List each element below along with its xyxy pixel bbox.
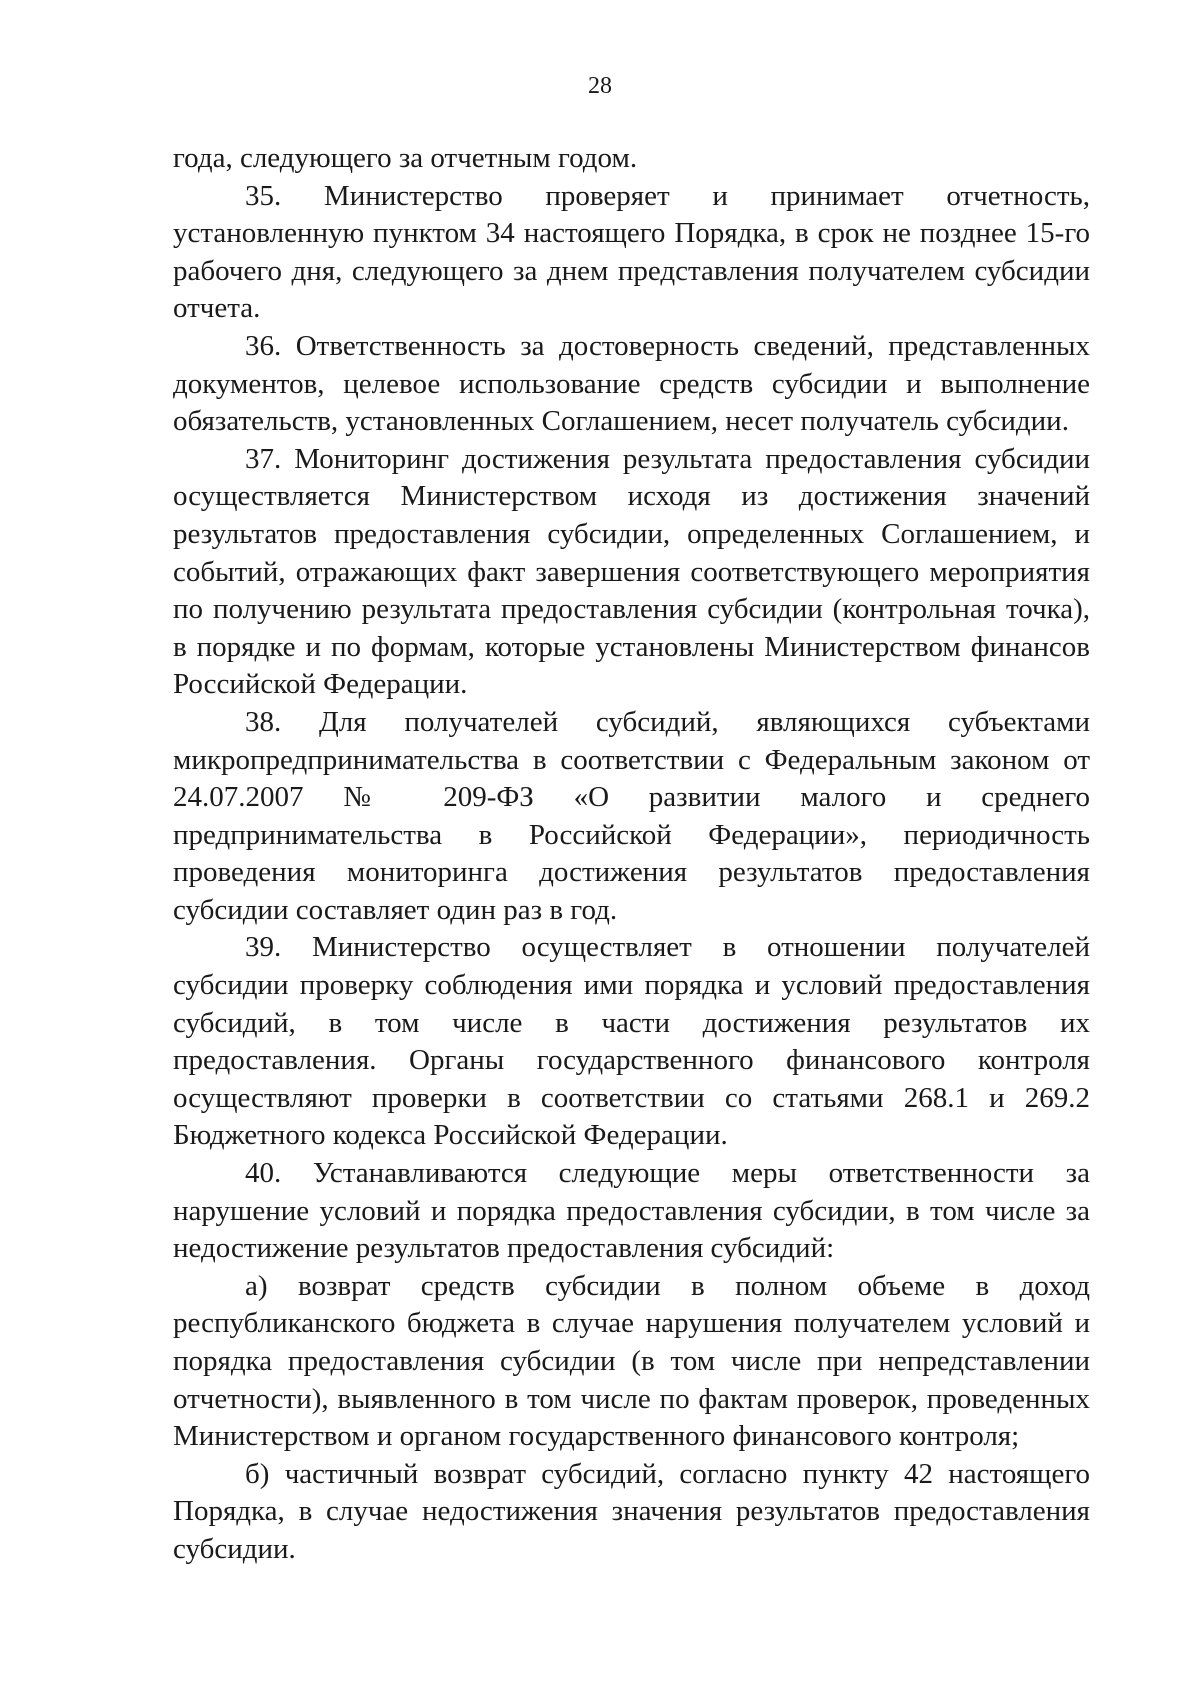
- document-body: [173, 140, 1090, 1569]
- paragraph-item-39: 39. Министерство осуществляет в отношении получателей субсидии проверку соблюдения ими порядка и условий предоставления субсидий, в том числе в части достижения результатов их предоставления. Органы государственного финансового контроля осуществляют проверки в соответствии со статьями 268.1 и 269.2 Бюджетного кодекса Российской Федерации.: [173, 931, 1090, 1152]
- paragraph-continuation: года, следующего за отчетным годом.: [173, 142, 638, 174]
- paragraph-item-36: 36. Ответственность за достоверность сведений, представленных документов, целевое использование средств субсидии и выполнение обязательств, установленных Соглашением, несет получатель субсидии.: [173, 329, 1090, 438]
- paragraph-item-38: 38. Для получателей субсидий, являющихся субъектами микропредпринимательства в соответствии с Федеральным законом от 24.07.2007 № 209-ФЗ «О развитии малого и среднего предпринимательства в Российской Федерации», периодичность проведения мониторинга достижения результатов предоставления субсидии составляет один раз в год.: [173, 705, 1090, 926]
- page-number: 28: [588, 73, 612, 99]
- paragraph-item-35: 35. Министерство проверяет и принимает отчетность, установленную пунктом 34 настоящего Порядка, в срок не позднее 15-го рабочего дня, следующего за днем представления получателем субсидии отчета.: [173, 179, 1090, 325]
- paragraph-subitem-a: а) возврат средств субсидии в полном объеме в доход республиканского бюджета в случае нарушения получателем условий и порядка предоставления субсидии (в том числе при непредставлении отчетности), выявленного в том числе по фактам проверок, проведенных Министерством и органом государственного финансового контроля;: [173, 1269, 1090, 1453]
- paragraph-subitem-b: б) частичный возврат субсидий, согласно пункту 42 настоящего Порядка, в случае недостижения значения результатов предоставления субсидии.: [173, 1457, 1090, 1565]
- paragraph-item-37: 37. Мониторинг достижения результата предоставления субсидии осуществляется Министерством исходя из достижения значений результатов предоставления субсидии, определенных Соглашением, и событий, отражающих факт завершения соответствующего мероприятия по получению результата предоставления субсидии (контрольная точка), в порядке и по формам, которые установлены Министерством финансов Российской Федерации.: [173, 442, 1090, 701]
- paragraph-item-40: 40. Устанавливаются следующие меры ответственности за нарушение условий и порядка предоставления субсидии, в том числе за недостижение результатов предоставления субсидий:: [173, 1157, 1090, 1265]
